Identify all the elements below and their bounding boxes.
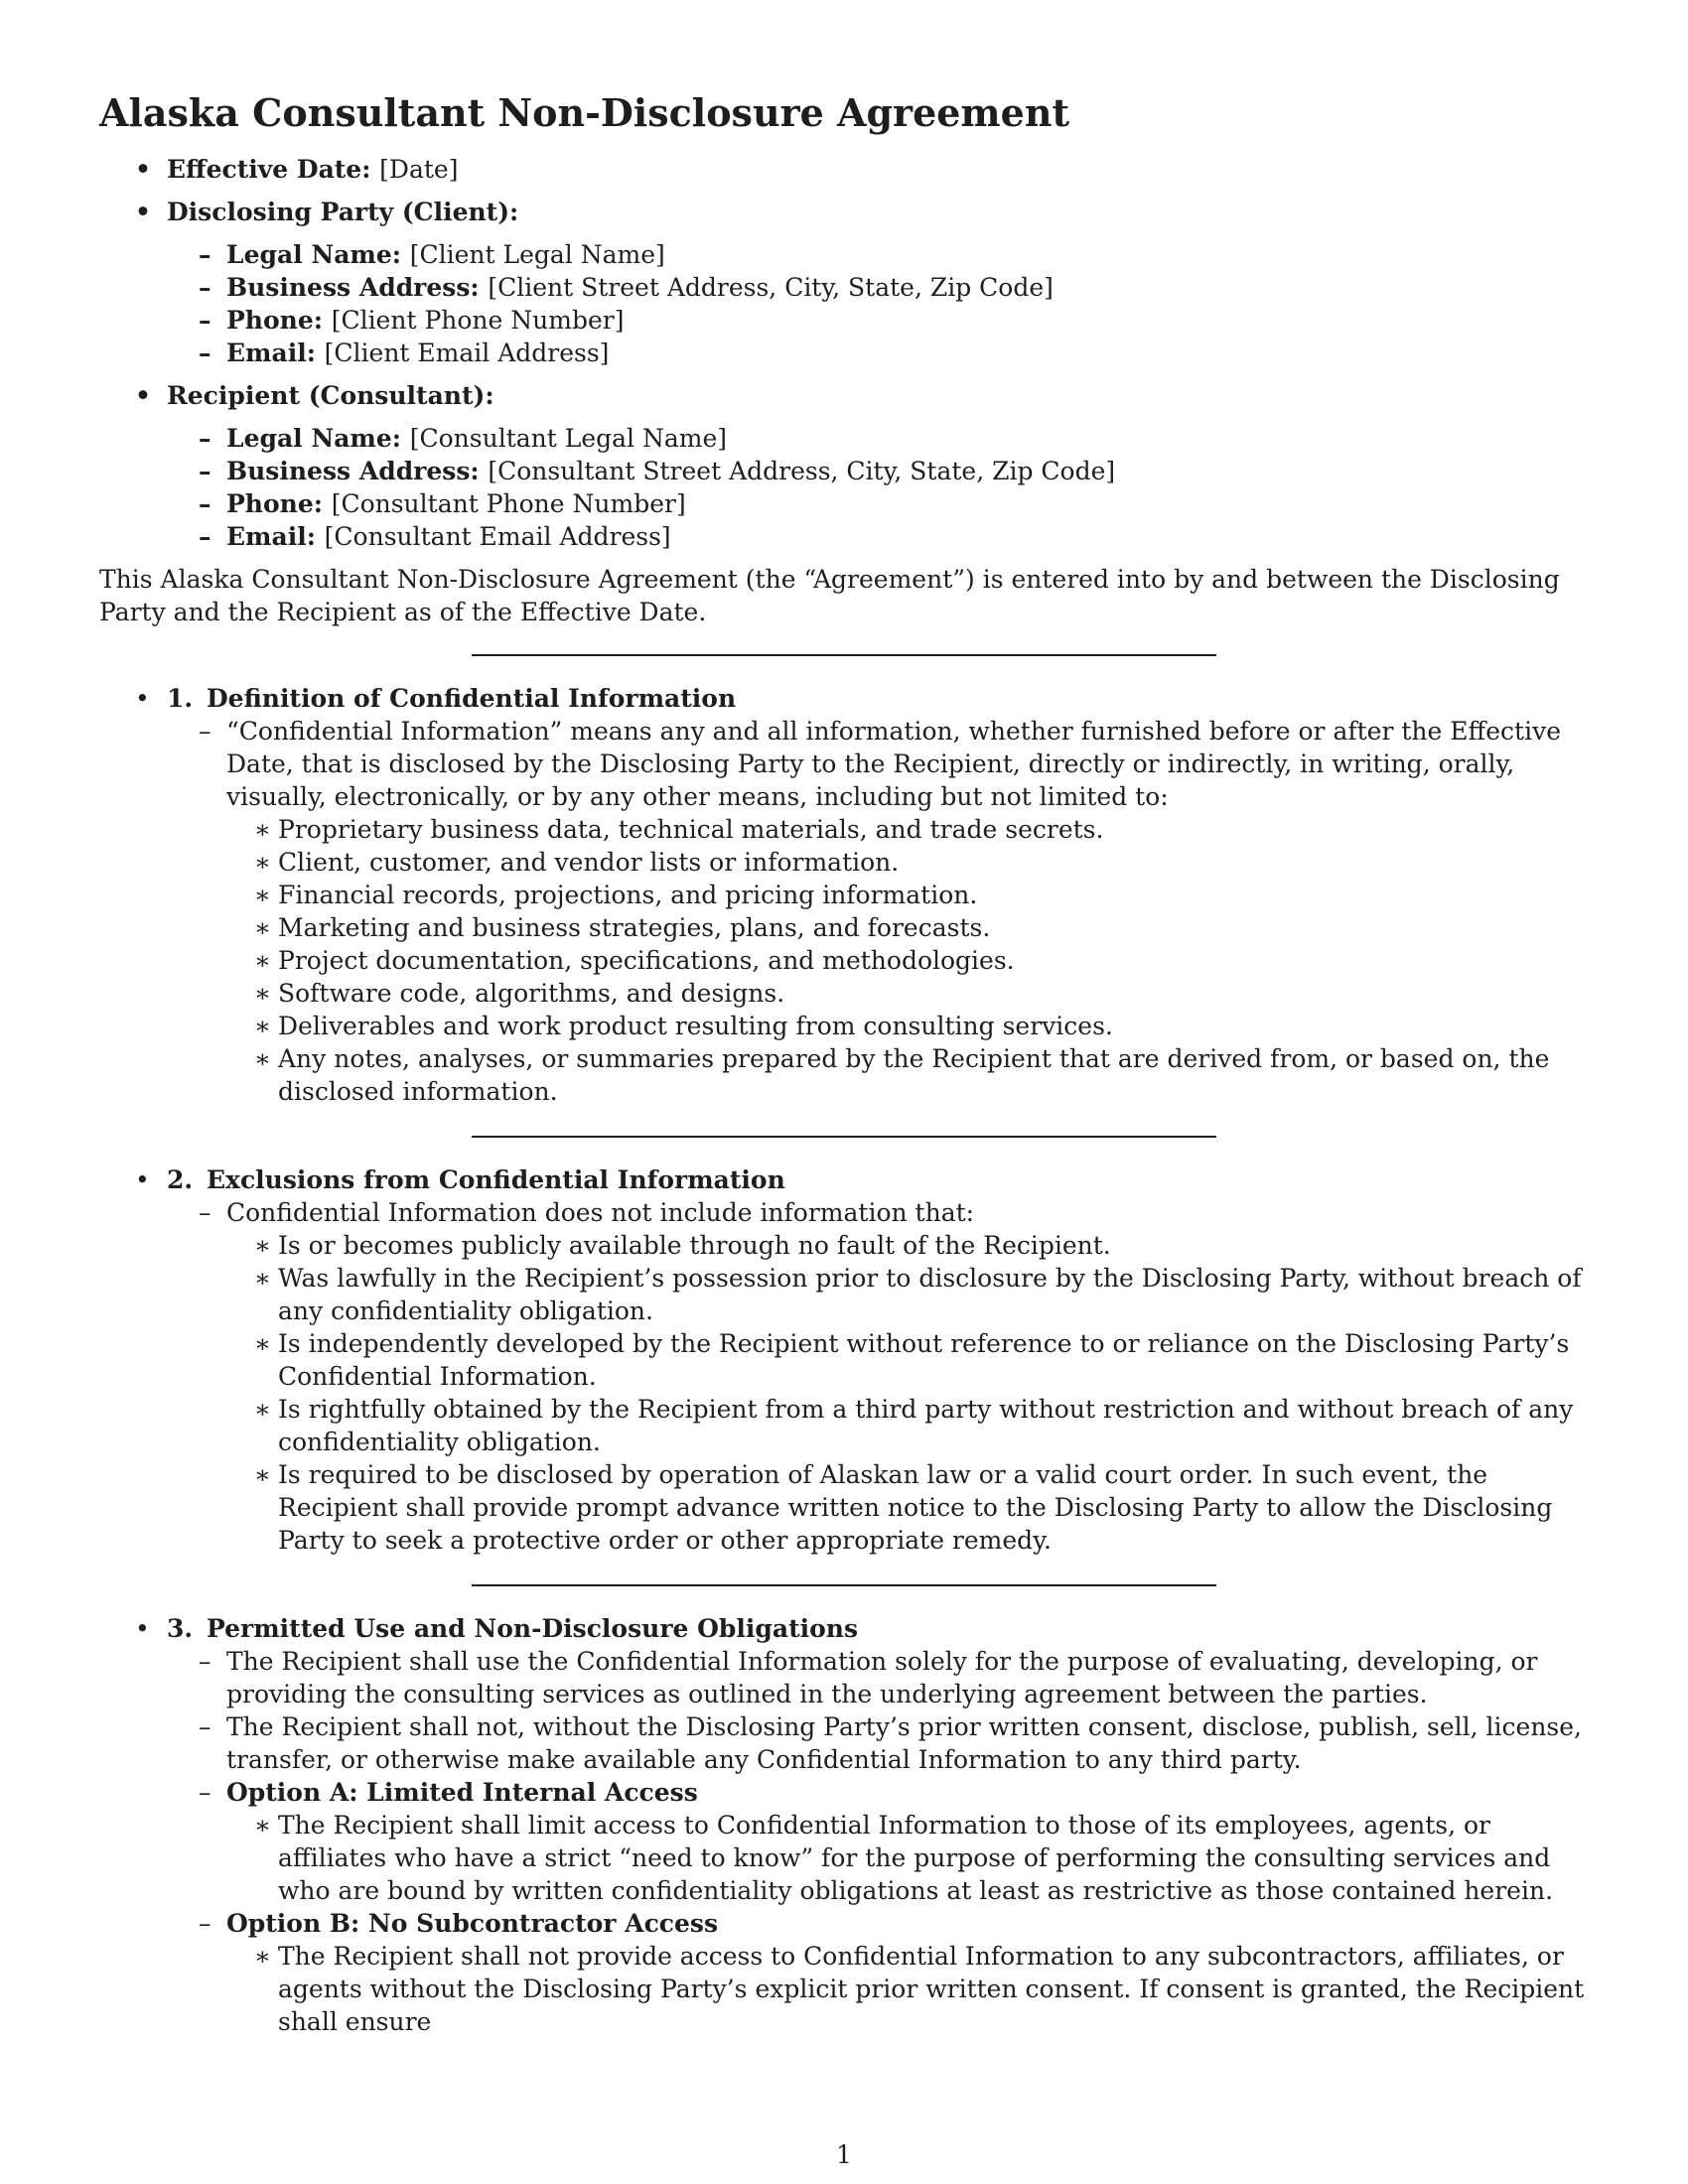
disclosing-party-label: Disclosing Party (Client): <box>167 198 519 226</box>
list-item: ∗ Is or becomes publicly available through no fault of the Recipient. <box>226 1229 1589 1262</box>
list-item: ∗ Is independently developed by the Recipient without reference to or reliance on the Disclosing Party’s Confidential Information. <box>226 1327 1589 1393</box>
section-number: 1. <box>167 684 194 713</box>
section-1-body <box>167 715 1589 1108</box>
list-item: ∗ Is required to be disclosed by operation of Alaskan law or a valid court order. In such event, the Recipient shall provide prompt advance written notice to the Disclosing Party to allow the Disclosing Party to seek a protective order or other appropriate remedy. <box>226 1458 1589 1557</box>
list-item: ∗ Software code, algorithms, and designs. <box>226 977 1589 1010</box>
client-email <box>167 337 1589 369</box>
option-b <box>167 1907 1589 2038</box>
list-item: ∗ Project documentation, specifications, and methodologies. <box>226 944 1589 977</box>
option-a-heading: Option A: Limited Internal Access <box>226 1778 698 1807</box>
list-item: ∗ Client, customer, and vendor lists or information. <box>226 846 1589 879</box>
section-divider <box>472 1584 1216 1586</box>
document-title: Alaska Consultant Non-Disclosure Agreement <box>99 90 1069 135</box>
disclosing-party-item <box>99 196 1589 369</box>
option-b-list <box>226 1940 1589 2038</box>
field-label: Email: <box>226 339 316 367</box>
list-item: ∗ Marketing and business strategies, plans, and forecasts. <box>226 911 1589 944</box>
section-divider <box>472 654 1216 656</box>
section-3-item <box>99 1612 1589 2038</box>
option-a <box>167 1776 1589 1907</box>
client-legal-name <box>167 238 1589 271</box>
field-value: [Client Street Address, City, State, Zip Code] <box>488 273 1054 302</box>
section-1-lead <box>167 715 1589 1108</box>
consultant-phone <box>167 487 1589 520</box>
section-2-heading <box>167 1165 785 1194</box>
section-1-list <box>226 813 1589 1108</box>
section-title: Permitted Use and Non-Disclosure Obligations <box>207 1614 859 1643</box>
lead-text: “Confidential Information” means any and all information, whether furnished before or after the Effective Date, that is disclosed by the Disclosing Party to the Recipient, directly or indirectly, in writing, orally, visually, electronically, or by any other means, including but not limited to: <box>226 717 1562 811</box>
section-1 <box>99 682 1589 1108</box>
consultant-email <box>167 520 1589 553</box>
field-label: Business Address: <box>226 457 480 485</box>
field-label: Phone: <box>226 306 323 335</box>
list-item: ∗ Deliverables and work product resulting from consulting services. <box>226 1010 1589 1042</box>
field-value: [Client Legal Name] <box>409 240 665 269</box>
option-b-heading: Option B: No Subcontractor Access <box>226 1909 719 1938</box>
list-item: ∗ Any notes, analyses, or summaries prepared by the Recipient that are derived from, or based on, the disclosed information. <box>226 1042 1589 1108</box>
client-details <box>167 238 1589 369</box>
section-1-item <box>99 682 1589 1108</box>
section-divider <box>472 1136 1216 1138</box>
recipient-item <box>99 379 1589 553</box>
section-3 <box>99 1612 1589 2038</box>
lead-text: Confidential Information does not include information that: <box>226 1198 975 1227</box>
consultant-details <box>167 422 1589 553</box>
field-value: [Consultant Phone Number] <box>331 489 686 518</box>
list-item: ∗ The Recipient shall not provide access to Confidential Information to any subcontractors, affiliates, or agents without the Disclosing Party’s explicit prior written consent. If consent is granted, the Recipient shall ensure <box>226 1940 1589 2038</box>
section-3-heading <box>167 1614 858 1643</box>
section-2-list <box>226 1229 1589 1557</box>
effective-date-item <box>99 153 1589 186</box>
consultant-business-address <box>167 455 1589 487</box>
list-item: ∗ The Recipient shall limit access to Confidential Information to those of its employees, agents, or affiliates who have a strict “need to know” for the purpose of performing the consulting services and who are bound by written confidentiality obligations at least as restrictive as those contained herein. <box>226 1809 1589 1907</box>
field-label: Phone: <box>226 489 323 518</box>
list-item: ∗ Was lawfully in the Recipient’s possession prior to disclosure by the Disclosing Party, without breach of any confidentiality obligation. <box>226 1262 1589 1327</box>
field-value: [Consultant Legal Name] <box>409 424 728 453</box>
effective-date-label: Effective Date: <box>167 155 371 184</box>
document-page <box>99 91 1589 2038</box>
list-item: ∗ Proprietary business data, technical materials, and trade secrets. <box>226 813 1589 846</box>
field-value: [Consultant Street Address, City, State, Zip Code] <box>488 457 1116 485</box>
field-value: [Client Email Address] <box>324 339 610 367</box>
section-3-para-2: – The Recipient shall not, without the Disclosing Party’s prior written consent, disclose, publish, sell, license, transfer, or otherwise make available any Confidential Information to any third party. <box>167 1710 1589 1776</box>
client-business-address <box>167 271 1589 304</box>
client-phone <box>167 304 1589 337</box>
section-title: Definition of Confidential Information <box>207 684 737 713</box>
recipient-label: Recipient (Consultant): <box>167 381 494 410</box>
option-a-list <box>226 1809 1589 1907</box>
list-item: ∗ Financial records, projections, and pricing information. <box>226 879 1589 911</box>
field-label: Business Address: <box>226 273 480 302</box>
section-2-lead <box>167 1196 1589 1557</box>
section-1-heading <box>167 684 736 713</box>
section-3-body <box>167 1645 1589 2038</box>
field-label: Email: <box>226 522 316 551</box>
section-2-body <box>167 1196 1589 1557</box>
party-list <box>99 153 1589 553</box>
effective-date-value: [Date] <box>379 155 459 184</box>
consultant-legal-name <box>167 422 1589 455</box>
section-2 <box>99 1163 1589 1557</box>
field-label: Legal Name: <box>226 240 402 269</box>
field-value: [Client Phone Number] <box>331 306 625 335</box>
field-label: Legal Name: <box>226 424 402 453</box>
section-number: 2. <box>167 1165 194 1194</box>
section-title: Exclusions from Confidential Information <box>207 1165 785 1194</box>
field-value: [Consultant Email Address] <box>324 522 671 551</box>
section-3-para-1: – The Recipient shall use the Confidential Information solely for the purpose of evaluating, developing, or providing the consulting services as outlined in the underlying agreement between the parties. <box>167 1645 1589 1710</box>
list-item: ∗ Is rightfully obtained by the Recipient from a third party without restriction and without breach of any confidentiality obligation. <box>226 1393 1589 1458</box>
section-2-item <box>99 1163 1589 1557</box>
page-number: 1 <box>836 2140 852 2169</box>
section-number: 3. <box>167 1614 194 1643</box>
intro-paragraph: This Alaska Consultant Non-Disclosure Agreement (the “Agreement”) is entered into by and between the Disclosing Party and the Recipient as of the Effective Date. <box>99 565 1560 626</box>
